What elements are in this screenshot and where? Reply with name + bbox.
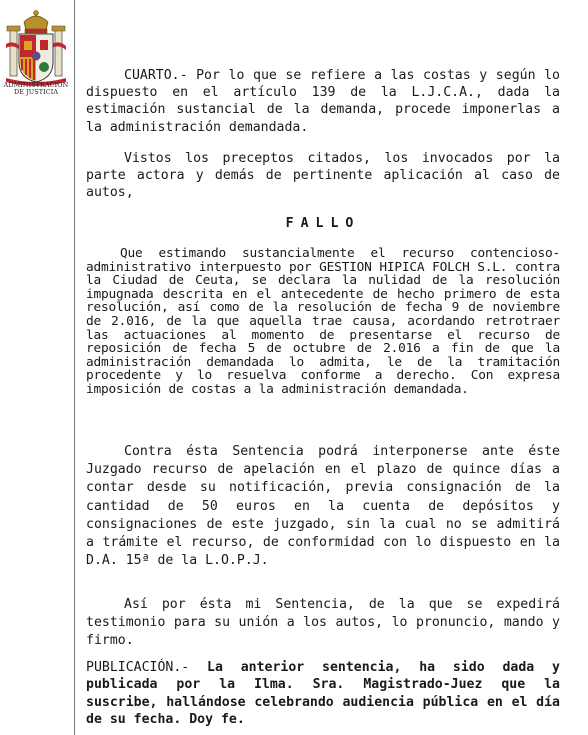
logo-caption — [0, 82, 72, 96]
publicacion-label: PUBLICACIÓN.- — [86, 660, 190, 675]
paragraph-costas-text: CUARTO.- Por lo que se refiere a las costas y según lo dispuesto en el artículo 139 de la L.J.C.A., dada la estimación sustancial de la demanda, procede imponerlas a la administración demandada. — [86, 68, 560, 135]
paragraph-recurso-text: Contra ésta Sentencia podrá interponerse ante éste Juzgado recurso de apelación en el plazo de quince días a contar desde su notificación, previa consignación de la cantidad de 50 euros en la cuenta de depósitos y consignaciones de este juzgado, sin la cual no se admitirá a trámite el recurso, de conformidad con lo dispuesto en la D.A. 15ª de la L.O.P.J. — [86, 444, 560, 569]
paragraph-fallo — [86, 247, 560, 397]
publicacion-text: La anterior sentencia, ha sido dada y publicada por la Ilma. Sra. Magistrado-Juez que la suscribe, hallándose celebrando audiencia pública en el día de su fecha. Doy fe. — [86, 660, 560, 728]
paragraph-costas — [86, 67, 560, 136]
fallo-heading: FALLO — [285, 216, 361, 231]
logo-caption-line1: ADMINISTRACION — [3, 81, 69, 89]
paragraph-recurso — [86, 443, 560, 570]
paragraph-publicacion — [86, 659, 560, 729]
paragraph-vistos — [86, 150, 560, 202]
logo-caption-line2: DE JUSTICIA — [13, 88, 59, 96]
paragraph-fallo-text: Que estimando sustancialmente el recurso contencioso-administrativo interpuesto por GESTION HIPICA FOLCH S.L. contra la Ciudad de Ceuta, se declara la nulidad de la resolución impugnada descrita en el antecedente de hecho primero de esta resolución, así como de la resolución de fecha 9 de noviembre de 2.016, de la que aquella trae causa, acordando retrotraer las actuaciones al momento de presentarse el recurso de reposición de fecha 5 de octubre de 2.016 a fin de que la administración demandada lo admita, le de la tramitación procedente y lo resuelva conforme a derecho. Con expresa imposición de costas a la administración demandada. — [86, 246, 560, 397]
paragraph-asi — [86, 596, 560, 651]
margin-rule — [74, 0, 75, 735]
paragraph-vistos-text: Vistos los preceptos citados, los invocados por la parte actora y demás de pertinente aplicación al caso de autos, — [86, 151, 560, 201]
paragraph-asi-text: Así por ésta mi Sentencia, de la que se expedirá testimonio para su unión a los autos, lo pronuncio, mando y firmo. — [86, 597, 560, 649]
